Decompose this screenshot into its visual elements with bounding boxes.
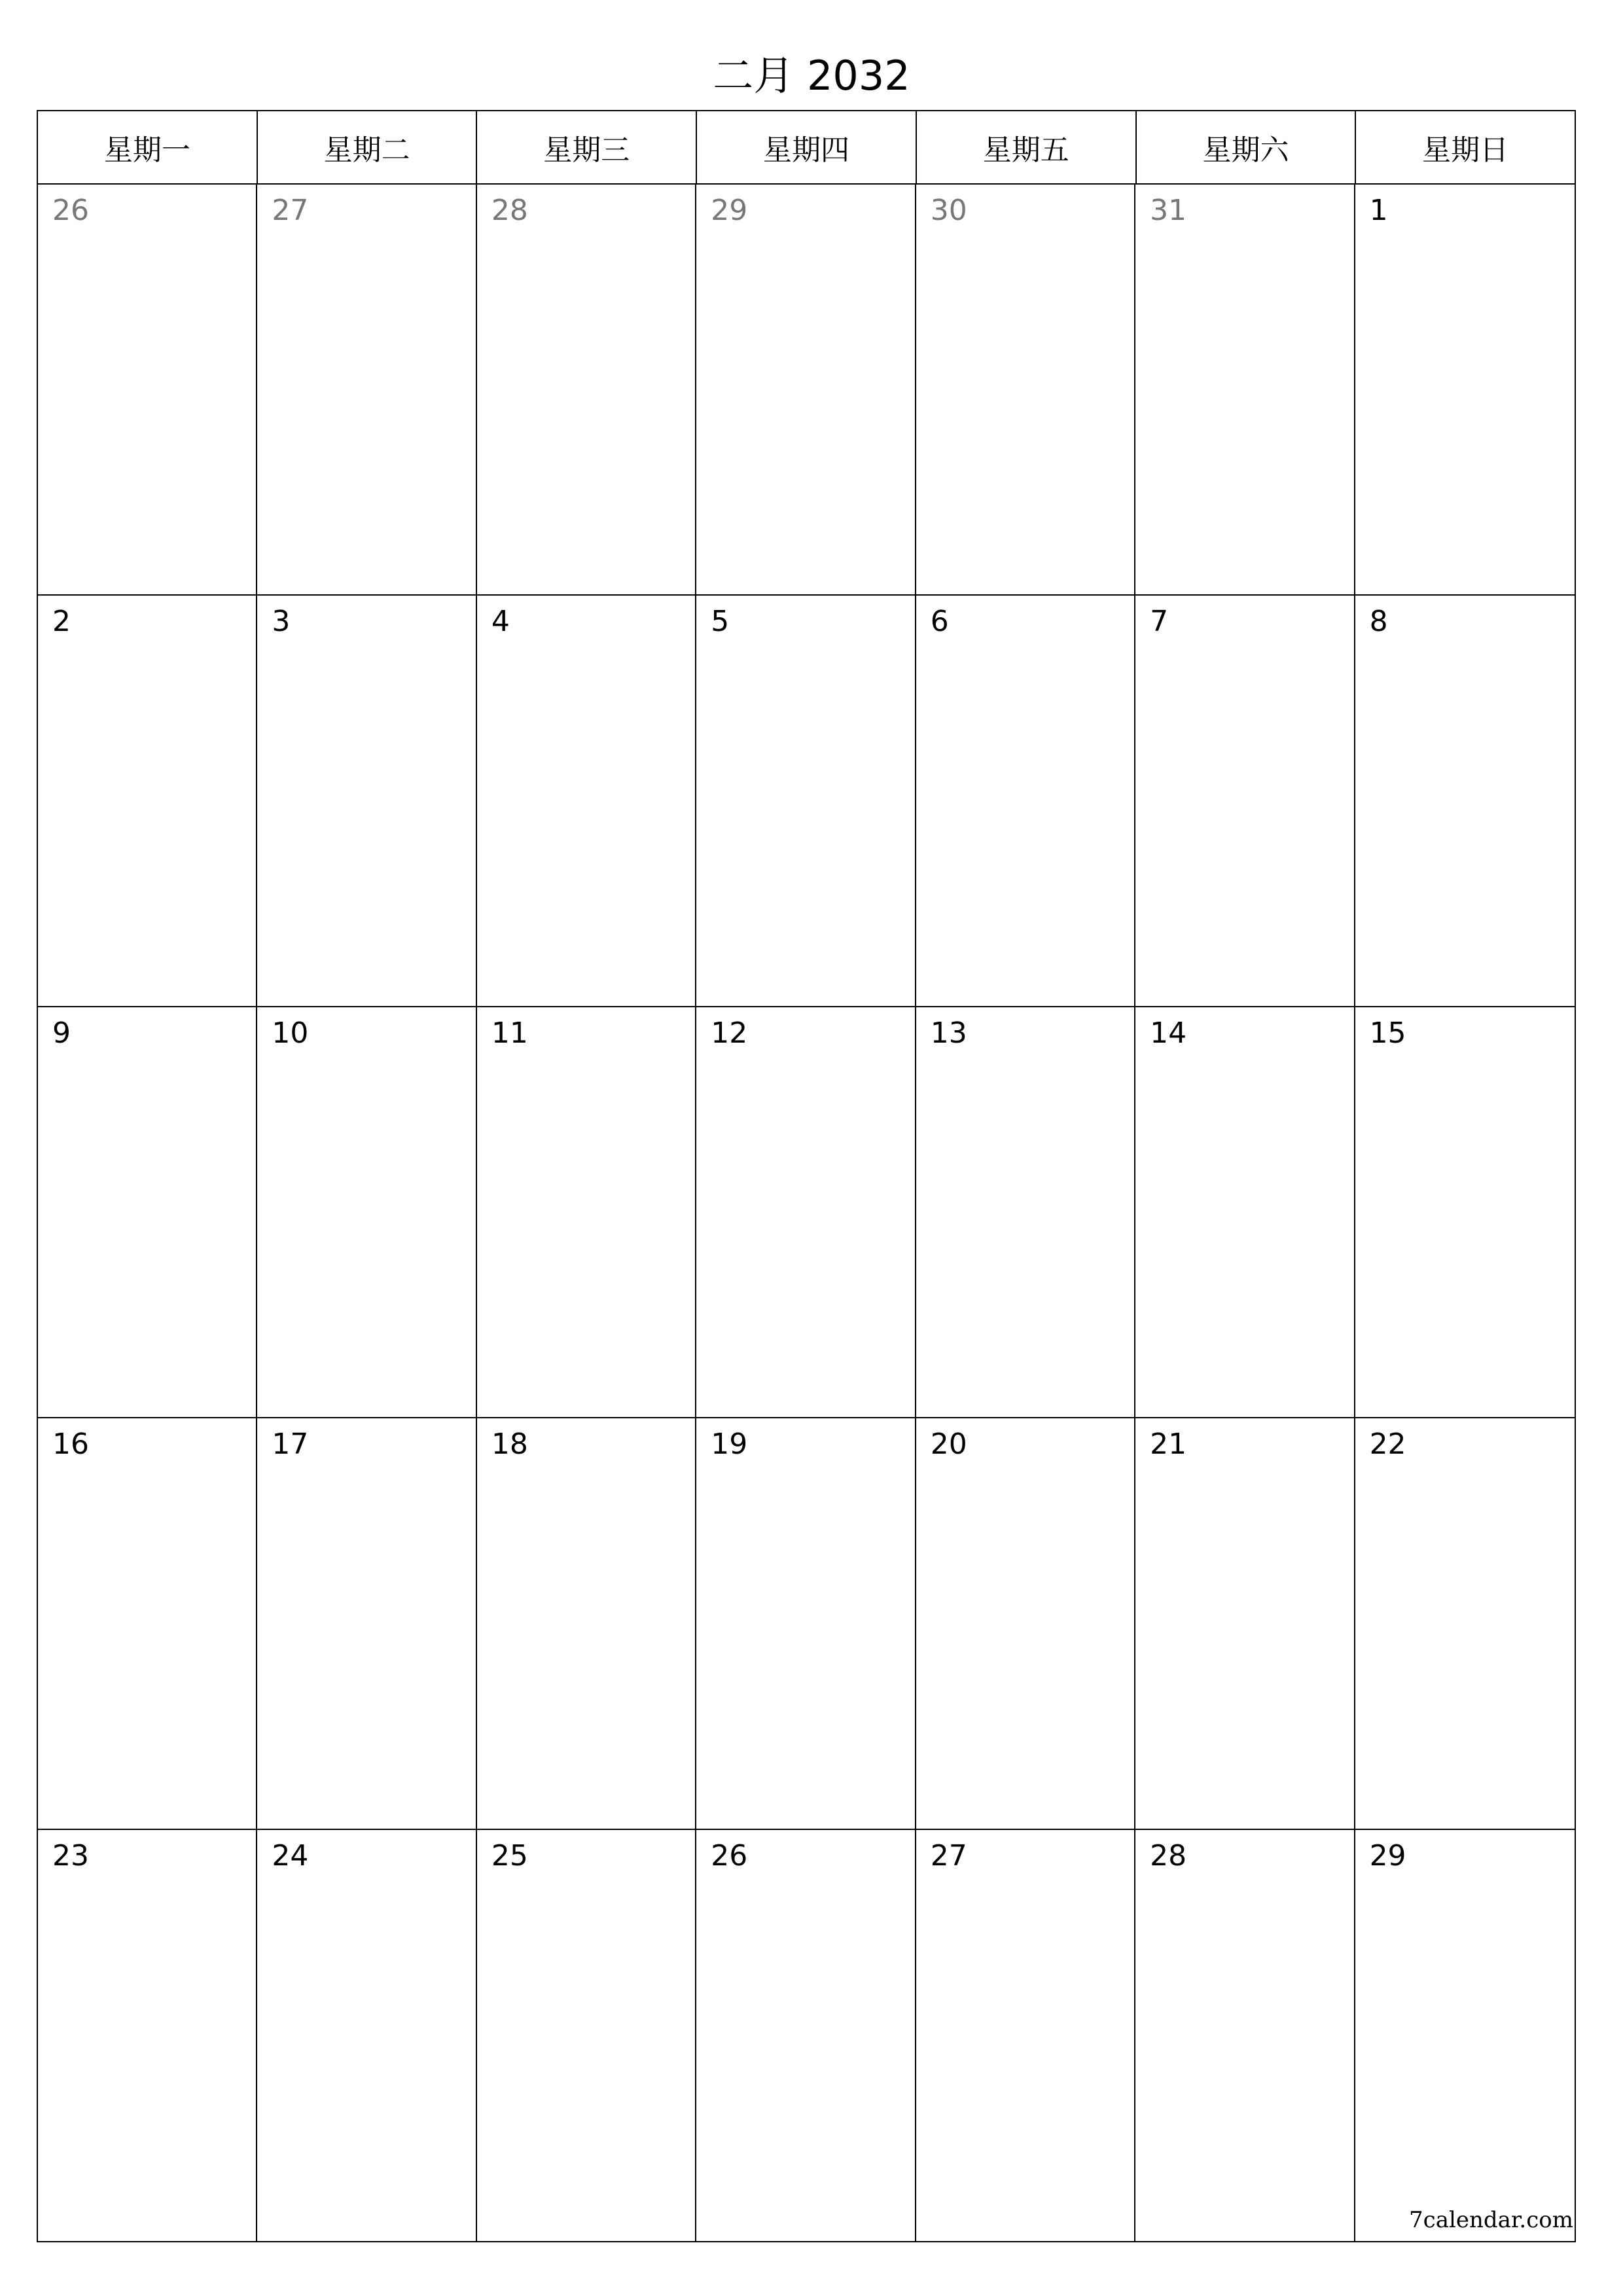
- day-number: 18: [491, 1427, 528, 1462]
- day-number: 12: [711, 1016, 748, 1050]
- day-number-outside-month: 27: [272, 194, 309, 227]
- weekday-header-row: [38, 111, 1575, 185]
- day-cell: [1355, 1418, 1575, 1829]
- day-number: 11: [491, 1016, 528, 1050]
- day-cell: [1135, 596, 1355, 1007]
- day-number: 7: [1150, 605, 1169, 639]
- day-number: 20: [930, 1427, 967, 1462]
- day-cell: [257, 1007, 476, 1418]
- page-title: 二月 2032: [713, 52, 910, 99]
- day-number-outside-month: 26: [52, 194, 89, 227]
- calendar-grid: [37, 110, 1576, 2242]
- day-number: 5: [711, 605, 730, 639]
- day-cell: [1355, 185, 1575, 596]
- site-watermark: 7calendar.com: [1409, 2207, 1573, 2233]
- day-number: 27: [930, 1839, 967, 1873]
- day-cell: [916, 185, 1135, 596]
- day-number: 2: [52, 605, 71, 639]
- day-cell: [916, 596, 1135, 1007]
- day-cell: [1135, 1418, 1355, 1829]
- day-number: 6: [930, 605, 949, 639]
- day-number: 29: [1369, 1839, 1406, 1873]
- weekday-header-friday: 星期五: [917, 111, 1137, 183]
- day-cell: [1355, 1830, 1575, 2241]
- day-cell: [38, 1418, 257, 1829]
- day-number: 14: [1150, 1016, 1187, 1050]
- day-number: 17: [272, 1427, 309, 1462]
- day-grid: [38, 185, 1575, 2241]
- day-cell: [916, 1830, 1135, 2241]
- weekday-header-thursday: 星期四: [697, 111, 917, 183]
- day-cell: [38, 596, 257, 1007]
- day-cell: [1355, 1007, 1575, 1418]
- weekday-header-monday: 星期一: [38, 111, 258, 183]
- day-number: 10: [272, 1016, 309, 1050]
- day-number: 24: [272, 1839, 309, 1873]
- day-cell: [477, 596, 696, 1007]
- day-number-outside-month: 30: [930, 194, 967, 227]
- day-number: 8: [1369, 605, 1388, 639]
- day-cell: [38, 1830, 257, 2241]
- day-cell: [1135, 1830, 1355, 2241]
- day-number: 3: [272, 605, 291, 639]
- day-cell: [477, 1418, 696, 1829]
- day-number: 16: [52, 1427, 89, 1462]
- weekday-header-sunday: 星期日: [1422, 134, 1509, 167]
- day-cell: [257, 185, 476, 596]
- day-number: 1: [1369, 194, 1388, 227]
- day-number: 26: [711, 1839, 748, 1873]
- day-number: 21: [1150, 1427, 1187, 1462]
- day-number: 4: [491, 605, 510, 639]
- day-cell: [38, 1007, 257, 1418]
- day-number-outside-month: 28: [491, 194, 528, 227]
- day-cell: [1135, 185, 1355, 596]
- day-cell: [477, 1007, 696, 1418]
- day-cell: [696, 1830, 916, 2241]
- day-cell: [1135, 1007, 1355, 1418]
- day-number: 9: [52, 1016, 71, 1050]
- day-number: 15: [1369, 1016, 1406, 1050]
- day-cell: [696, 1007, 916, 1418]
- day-number: 13: [930, 1016, 967, 1050]
- day-cell: [477, 1830, 696, 2241]
- weekday-header-tuesday: 星期二: [258, 111, 478, 183]
- day-number: 25: [491, 1839, 528, 1873]
- day-cell: [257, 1418, 476, 1829]
- day-number: 22: [1369, 1427, 1406, 1462]
- day-cell: [257, 596, 476, 1007]
- day-number-outside-month: 31: [1150, 194, 1187, 227]
- weekday-header-saturday: 星期六: [1137, 111, 1357, 183]
- day-cell: [696, 185, 916, 596]
- day-number: 19: [711, 1427, 748, 1462]
- day-number: 28: [1150, 1839, 1187, 1873]
- day-cell: [916, 1007, 1135, 1418]
- day-cell: [696, 1418, 916, 1829]
- day-cell: [696, 596, 916, 1007]
- day-number-outside-month: 29: [711, 194, 748, 227]
- weekday-header-wednesday: 星期三: [477, 111, 697, 183]
- day-number: 23: [52, 1839, 89, 1873]
- day-cell: [38, 185, 257, 596]
- day-cell: [257, 1830, 476, 2241]
- day-cell: [1355, 596, 1575, 1007]
- day-cell: [916, 1418, 1135, 1829]
- day-cell: [477, 185, 696, 596]
